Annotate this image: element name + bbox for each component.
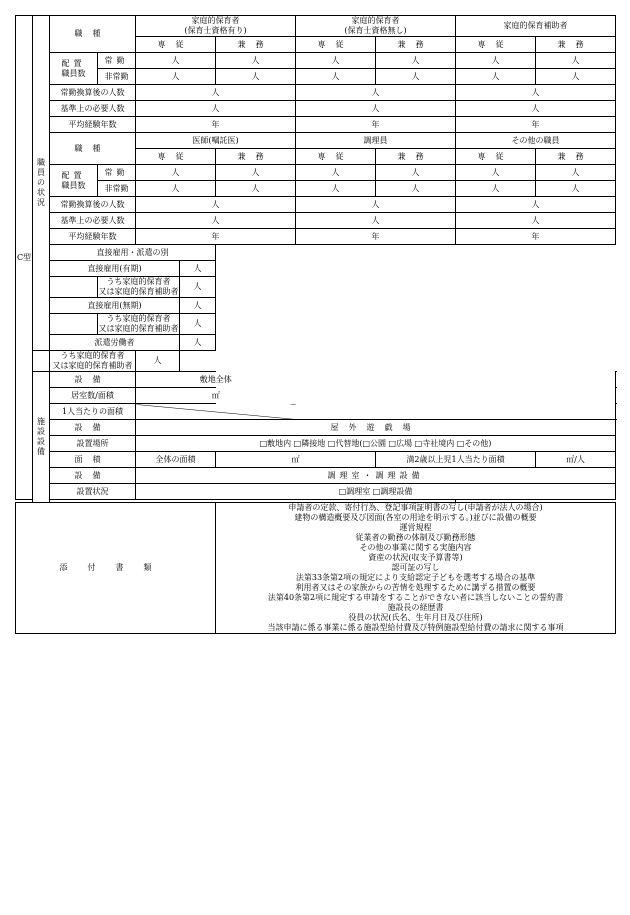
total-area-label: 全体の面積 [136, 452, 216, 468]
converted-count-label: 常勤換算後の人数 [50, 85, 136, 101]
indent-spacer [50, 277, 98, 298]
per-child-area-value[interactable]: ㎡/人 [536, 452, 616, 468]
converted-count-value[interactable]: 人 [296, 197, 456, 213]
area-label: 面積 [50, 452, 136, 468]
col-header-doctor: 医師(嘱託医) [136, 133, 296, 149]
staff-status-section-label [33, 16, 50, 351]
dispatched-childcare-label: うち家庭的保育者 又は家庭的保育補助者 [50, 351, 136, 372]
col-header-cook: 調理員 [296, 133, 456, 149]
staff-section-char: の [37, 178, 45, 187]
placement-staff-label: 配置 職員数 [50, 53, 98, 85]
application-form-table [15, 15, 616, 634]
dispatched-worker-count[interactable]: 人 [180, 335, 216, 351]
direct-indefinite-childcare-count[interactable]: 人 [180, 314, 216, 335]
staff-section-char: 状 [37, 188, 45, 197]
nonregular-parttime-count[interactable]: 人 [536, 69, 616, 85]
regular-parttime-count[interactable]: 人 [536, 165, 616, 181]
attachment-item: その他の事業に関する実施内容 [359, 543, 472, 552]
nonregular-fulltime-count[interactable]: 人 [456, 181, 536, 197]
per-person-site-na [136, 404, 296, 420]
required-count-value[interactable]: 人 [136, 101, 296, 117]
avg-experience-value[interactable]: 年 [456, 117, 616, 133]
attachment-item: 施設長の経歴書 [387, 603, 444, 612]
direct-indefinite-count[interactable]: 人 [180, 298, 216, 314]
converted-count-value[interactable]: 人 [456, 85, 616, 101]
nonregular-fulltime-count[interactable]: 人 [296, 181, 376, 197]
direct-fixed-term-count[interactable]: 人 [180, 261, 216, 277]
fulltime-header: 専従 [136, 37, 216, 53]
outdoor-play-area-header: 屋外遊戯場 [136, 420, 616, 436]
dispatched-worker-label: 派遣労働者 [50, 335, 180, 351]
per-person-area-label: 1人当たりの面積 [50, 404, 136, 420]
regular-fulltime-count[interactable]: 人 [296, 165, 376, 181]
attachment-item: 申請者の定款、寄付行為、登記事項証明書の写し(申請者が法人の場合) [288, 503, 543, 512]
regular-fulltime-count[interactable]: 人 [456, 165, 536, 181]
avg-experience-label: 平均経験年数 [50, 229, 136, 245]
direct-indefinite-childcare-label: うち家庭的保育者 又は家庭的保育補助者 [98, 314, 179, 333]
required-count-value[interactable]: 人 [296, 213, 456, 229]
converted-count-value[interactable]: 人 [136, 85, 296, 101]
avg-experience-label: 平均経験年数 [50, 117, 136, 133]
staff-section-char: 員 [37, 168, 45, 177]
site-total-area[interactable]: ㎡ [136, 388, 296, 404]
regular-parttime-count[interactable]: 人 [536, 53, 616, 69]
facility-section-char: 設 [37, 437, 45, 446]
placement-staff-label: 配置 職員数 [50, 165, 98, 197]
avg-experience-value[interactable]: 年 [136, 117, 296, 133]
nonregular-fulltime-count[interactable]: 人 [456, 69, 536, 85]
fulltime-header: 専従 [456, 37, 536, 53]
attachment-item: 役員の状況(氏名、生年月日及び住所) [348, 613, 483, 622]
required-count-label: 基準上の必要人数 [50, 101, 136, 117]
staff-section-char: 況 [37, 198, 45, 207]
attachment-item: 当該申請に係る事業に係る施設型給付費及び特例施設型給付費の請求に関する事項 [267, 623, 564, 632]
fulltime-header: 専従 [296, 37, 376, 53]
regular-parttime-count[interactable]: 人 [216, 165, 296, 181]
attachment-item: 認可証の写し [391, 563, 440, 572]
parttime-header: 兼務 [536, 149, 616, 165]
dispatched-childcare-count[interactable]: 人 [136, 351, 180, 372]
attachment-item: 資産の状況(収支予算書等) [368, 553, 463, 562]
attachments-label: 添付書類 [16, 503, 216, 634]
equipment-label: 設備 [50, 468, 136, 484]
avg-experience-value[interactable]: 年 [296, 117, 456, 133]
nonregular-parttime-count[interactable]: 人 [376, 181, 456, 197]
direct-indefinite-label: 直接雇用(無期) [50, 298, 180, 314]
converted-count-value[interactable]: 人 [296, 85, 456, 101]
equipment-label: 設備 [50, 372, 136, 388]
regular-fulltime-count[interactable]: 人 [296, 53, 376, 69]
attachment-item: 法第40条第2項に規定する申請をすることができない者に該当しないことの誓約書 [267, 593, 564, 602]
nonregular-parttime-count[interactable]: 人 [216, 69, 296, 85]
regular-fulltime-count[interactable]: 人 [136, 165, 216, 181]
rooms-area-label: 居室数/面積 [50, 388, 136, 404]
direct-fixed-term-childcare-label: うち家庭的保育者 又は家庭的保育補助者 [98, 277, 179, 296]
employment-type-header: 直接雇用・派遣の別 [50, 245, 216, 261]
regular-staff-label: 常勤 [98, 53, 136, 69]
attachment-item: 法第33条第2項の規定により支給認定子どもを選考する場合の基準 [295, 573, 536, 582]
attachments-list [216, 503, 616, 634]
nonregular-staff-label: 非常勤 [98, 181, 136, 197]
attachment-item: 運営規程 [399, 523, 432, 532]
nonregular-parttime-count[interactable]: 人 [376, 69, 456, 85]
required-count-label: 基準上の必要人数 [50, 213, 136, 229]
required-count-value[interactable]: 人 [456, 101, 616, 117]
required-count-value[interactable]: 人 [136, 213, 296, 229]
staff-section-char: 職 [37, 158, 45, 167]
attachment-item: 従業者の勤務の体制及び勤務形態 [355, 533, 476, 542]
parttime-header: 兼務 [376, 149, 456, 165]
type-c-label: C型 [16, 16, 33, 500]
regular-fulltime-count[interactable]: 人 [456, 53, 536, 69]
parttime-header: 兼務 [216, 149, 296, 165]
facility-section-char: 施 [37, 417, 45, 426]
col-header-childcare-assistant: 家庭的保育補助者 [456, 16, 616, 37]
total-area-value[interactable]: ㎡ [216, 452, 376, 468]
facility-section-char: 備 [37, 447, 45, 456]
avg-experience-value[interactable]: 年 [296, 229, 456, 245]
required-count-value[interactable]: 人 [456, 213, 616, 229]
parttime-header: 兼務 [536, 37, 616, 53]
col-header-childcare-certified: 家庭的保育者 (保育士資格有り) [136, 16, 296, 37]
converted-count-value[interactable]: 人 [456, 197, 616, 213]
regular-fulltime-count[interactable]: 人 [136, 53, 216, 69]
cooking-facility-header: 調理室・調理設備 [136, 468, 616, 484]
attachment-item: 利用者又はその家族からの苦情を処理するために講ずる措置の概要 [295, 583, 536, 592]
converted-count-label: 常勤換算後の人数 [50, 197, 136, 213]
facility-section-label [33, 372, 50, 503]
location-options[interactable]: □敷地内 □隣接地 □代替地(□公園 □広場 □寺社境内 □その他) [136, 436, 616, 452]
installation-status-label: 設置状況 [50, 484, 136, 500]
job-type-header-2: 職種 [50, 133, 136, 165]
avg-experience-value[interactable]: 年 [456, 229, 616, 245]
location-label: 設置場所 [50, 436, 136, 452]
fulltime-header: 専従 [136, 149, 216, 165]
nonregular-fulltime-count[interactable]: 人 [136, 69, 216, 85]
indent-spacer [33, 351, 50, 372]
regular-parttime-count[interactable]: 人 [376, 165, 456, 181]
regular-staff-label: 常勤 [98, 165, 136, 181]
cooking-options[interactable]: □調理室 □調理設備 [136, 484, 616, 500]
avg-experience-value[interactable]: 年 [136, 229, 296, 245]
parttime-header: 兼務 [376, 37, 456, 53]
equipment-label: 設備 [50, 420, 136, 436]
nonregular-parttime-count[interactable]: 人 [536, 181, 616, 197]
converted-count-value[interactable]: 人 [136, 197, 296, 213]
fulltime-header: 専従 [296, 149, 376, 165]
facility-section-char: 設 [37, 427, 45, 436]
parttime-header: 兼務 [216, 37, 296, 53]
direct-fixed-term-childcare-count[interactable]: 人 [180, 277, 216, 298]
application-form-sheet [15, 15, 616, 634]
nonregular-fulltime-count[interactable]: 人 [136, 181, 216, 197]
fulltime-header: 専従 [456, 149, 536, 165]
required-count-value[interactable]: 人 [296, 101, 456, 117]
attachment-item: 建物の構造概要及び図面(各室の用途を明示する。)並びに設備の概要 [294, 513, 537, 522]
direct-fixed-term-label: 直接雇用(有期) [50, 261, 180, 277]
col-header-other-staff: その他の職員 [456, 133, 616, 149]
nonregular-fulltime-count[interactable]: 人 [296, 69, 376, 85]
col-header-childcare-uncertified: 家庭的保育者 (保育士資格無し) [296, 16, 456, 37]
job-type-header-1: 職種 [50, 16, 136, 53]
regular-parttime-count[interactable]: 人 [216, 53, 296, 69]
regular-parttime-count[interactable]: 人 [376, 53, 456, 69]
nonregular-staff-label: 非常勤 [98, 69, 136, 85]
nonregular-parttime-count[interactable]: 人 [216, 181, 296, 197]
indent-spacer [50, 314, 98, 335]
site-total-header: 敷地全体 [136, 372, 296, 388]
per-child-area-label: 満2歳以上児1人当たり面積 [376, 452, 536, 468]
